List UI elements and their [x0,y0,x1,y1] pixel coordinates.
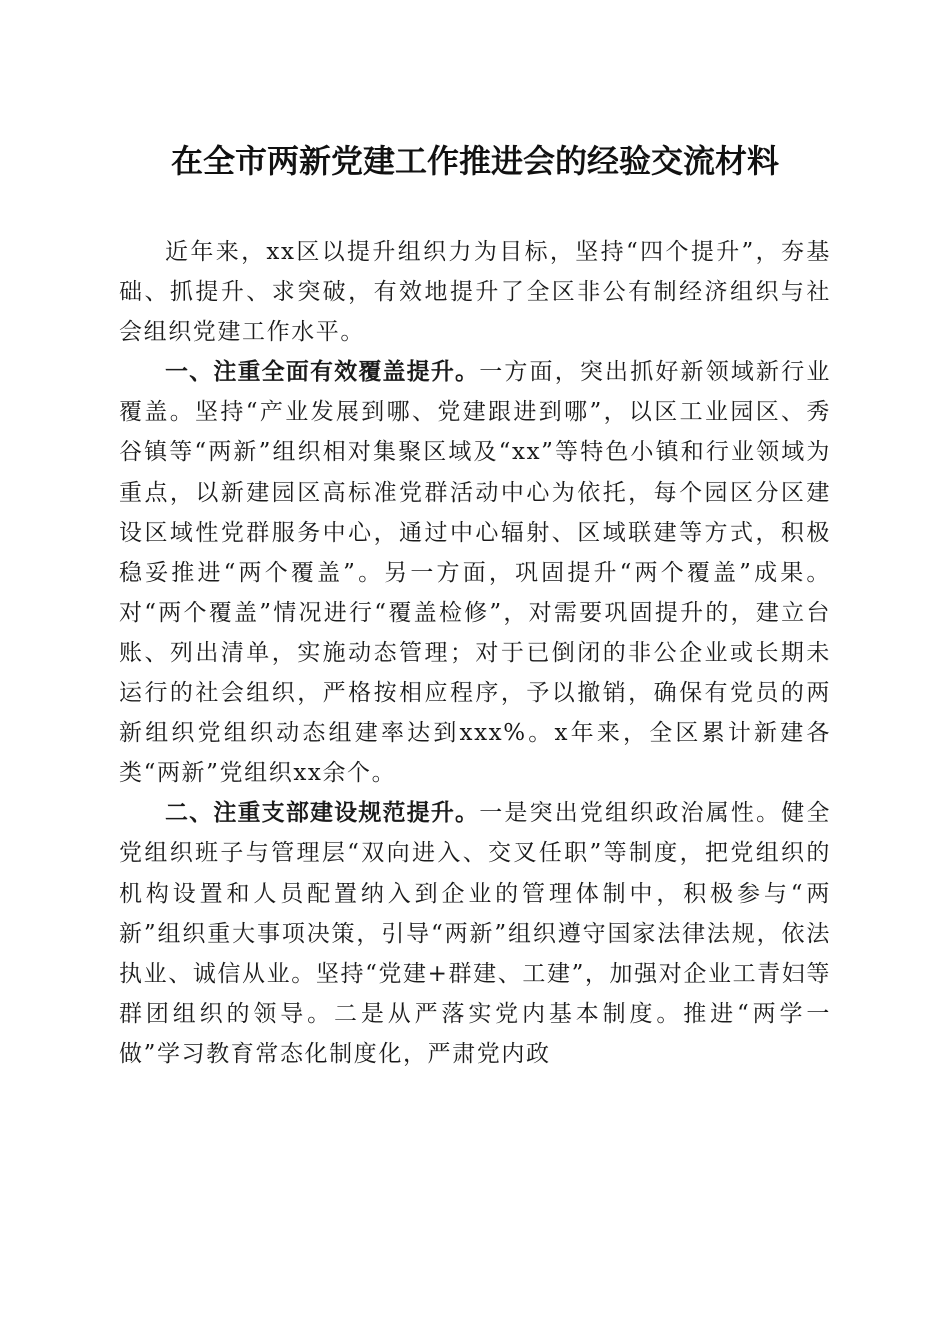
section-1-text: 一方面，突出抓好新领域新行业覆盖。坚持“产业发展到哪、党建跟进到哪”，以区工业园区、秀谷镇等“两新”组织相对集聚区域及“xx”等特色小镇和行业领域为重点，以新建园区高标准党群活动中心为依托，每个园区分区建设区域性党群服务中心，通过中心辐射、区域联建等方式，积极稳妥推进“两个覆盖”。另一方面，巩固提升“两个覆盖”成果。对“两个覆盖”情况进行“覆盖检修”，对需要巩固提升的，建立台账、列出清单，实施动态管理；对于已倒闭的非公企业或长期未运行的社会组织，严格按相应程序，予以撤销，确保有党员的两新组织党组织动态组建率达到xxx%。x年来，全区累计新建各类“两新”党组织xx余个。 [119,359,831,787]
section-1-paragraph [119,352,831,793]
document-body [119,232,831,1074]
section-2-paragraph [119,793,831,1074]
document-title: 在全市两新党建工作推进会的经验交流材料 [170,142,779,180]
section-1-heading: 一、注重全面有效覆盖提升。 [165,359,480,386]
intro-paragraph: 近年来，xx区以提升组织力为目标，坚持“四个提升”，夯基础、抓提升、求突破，有效地提升了全区非公有制经济组织与社会组织党建工作水平。 [119,239,831,346]
section-2-text: 一是突出党组织政治属性。健全党组织班子与管理层“双向进入、交叉任职”等制度，把党组织的机构设置和人员配置纳入到企业的管理体制中，积极参与“两新”组织重大事项决策，引导“两新”组织遵守国家法律法规，依法执业、诚信从业。坚持“党建+群建、工建”，加强对企业工青妇等群团组织的领导。二是从严落实党内基本制度。推进“两学一做”学习教育常态化制度化，严肃党内政 [119,800,831,1067]
section-2-heading: 二、注重支部建设规范提升。 [165,800,480,827]
